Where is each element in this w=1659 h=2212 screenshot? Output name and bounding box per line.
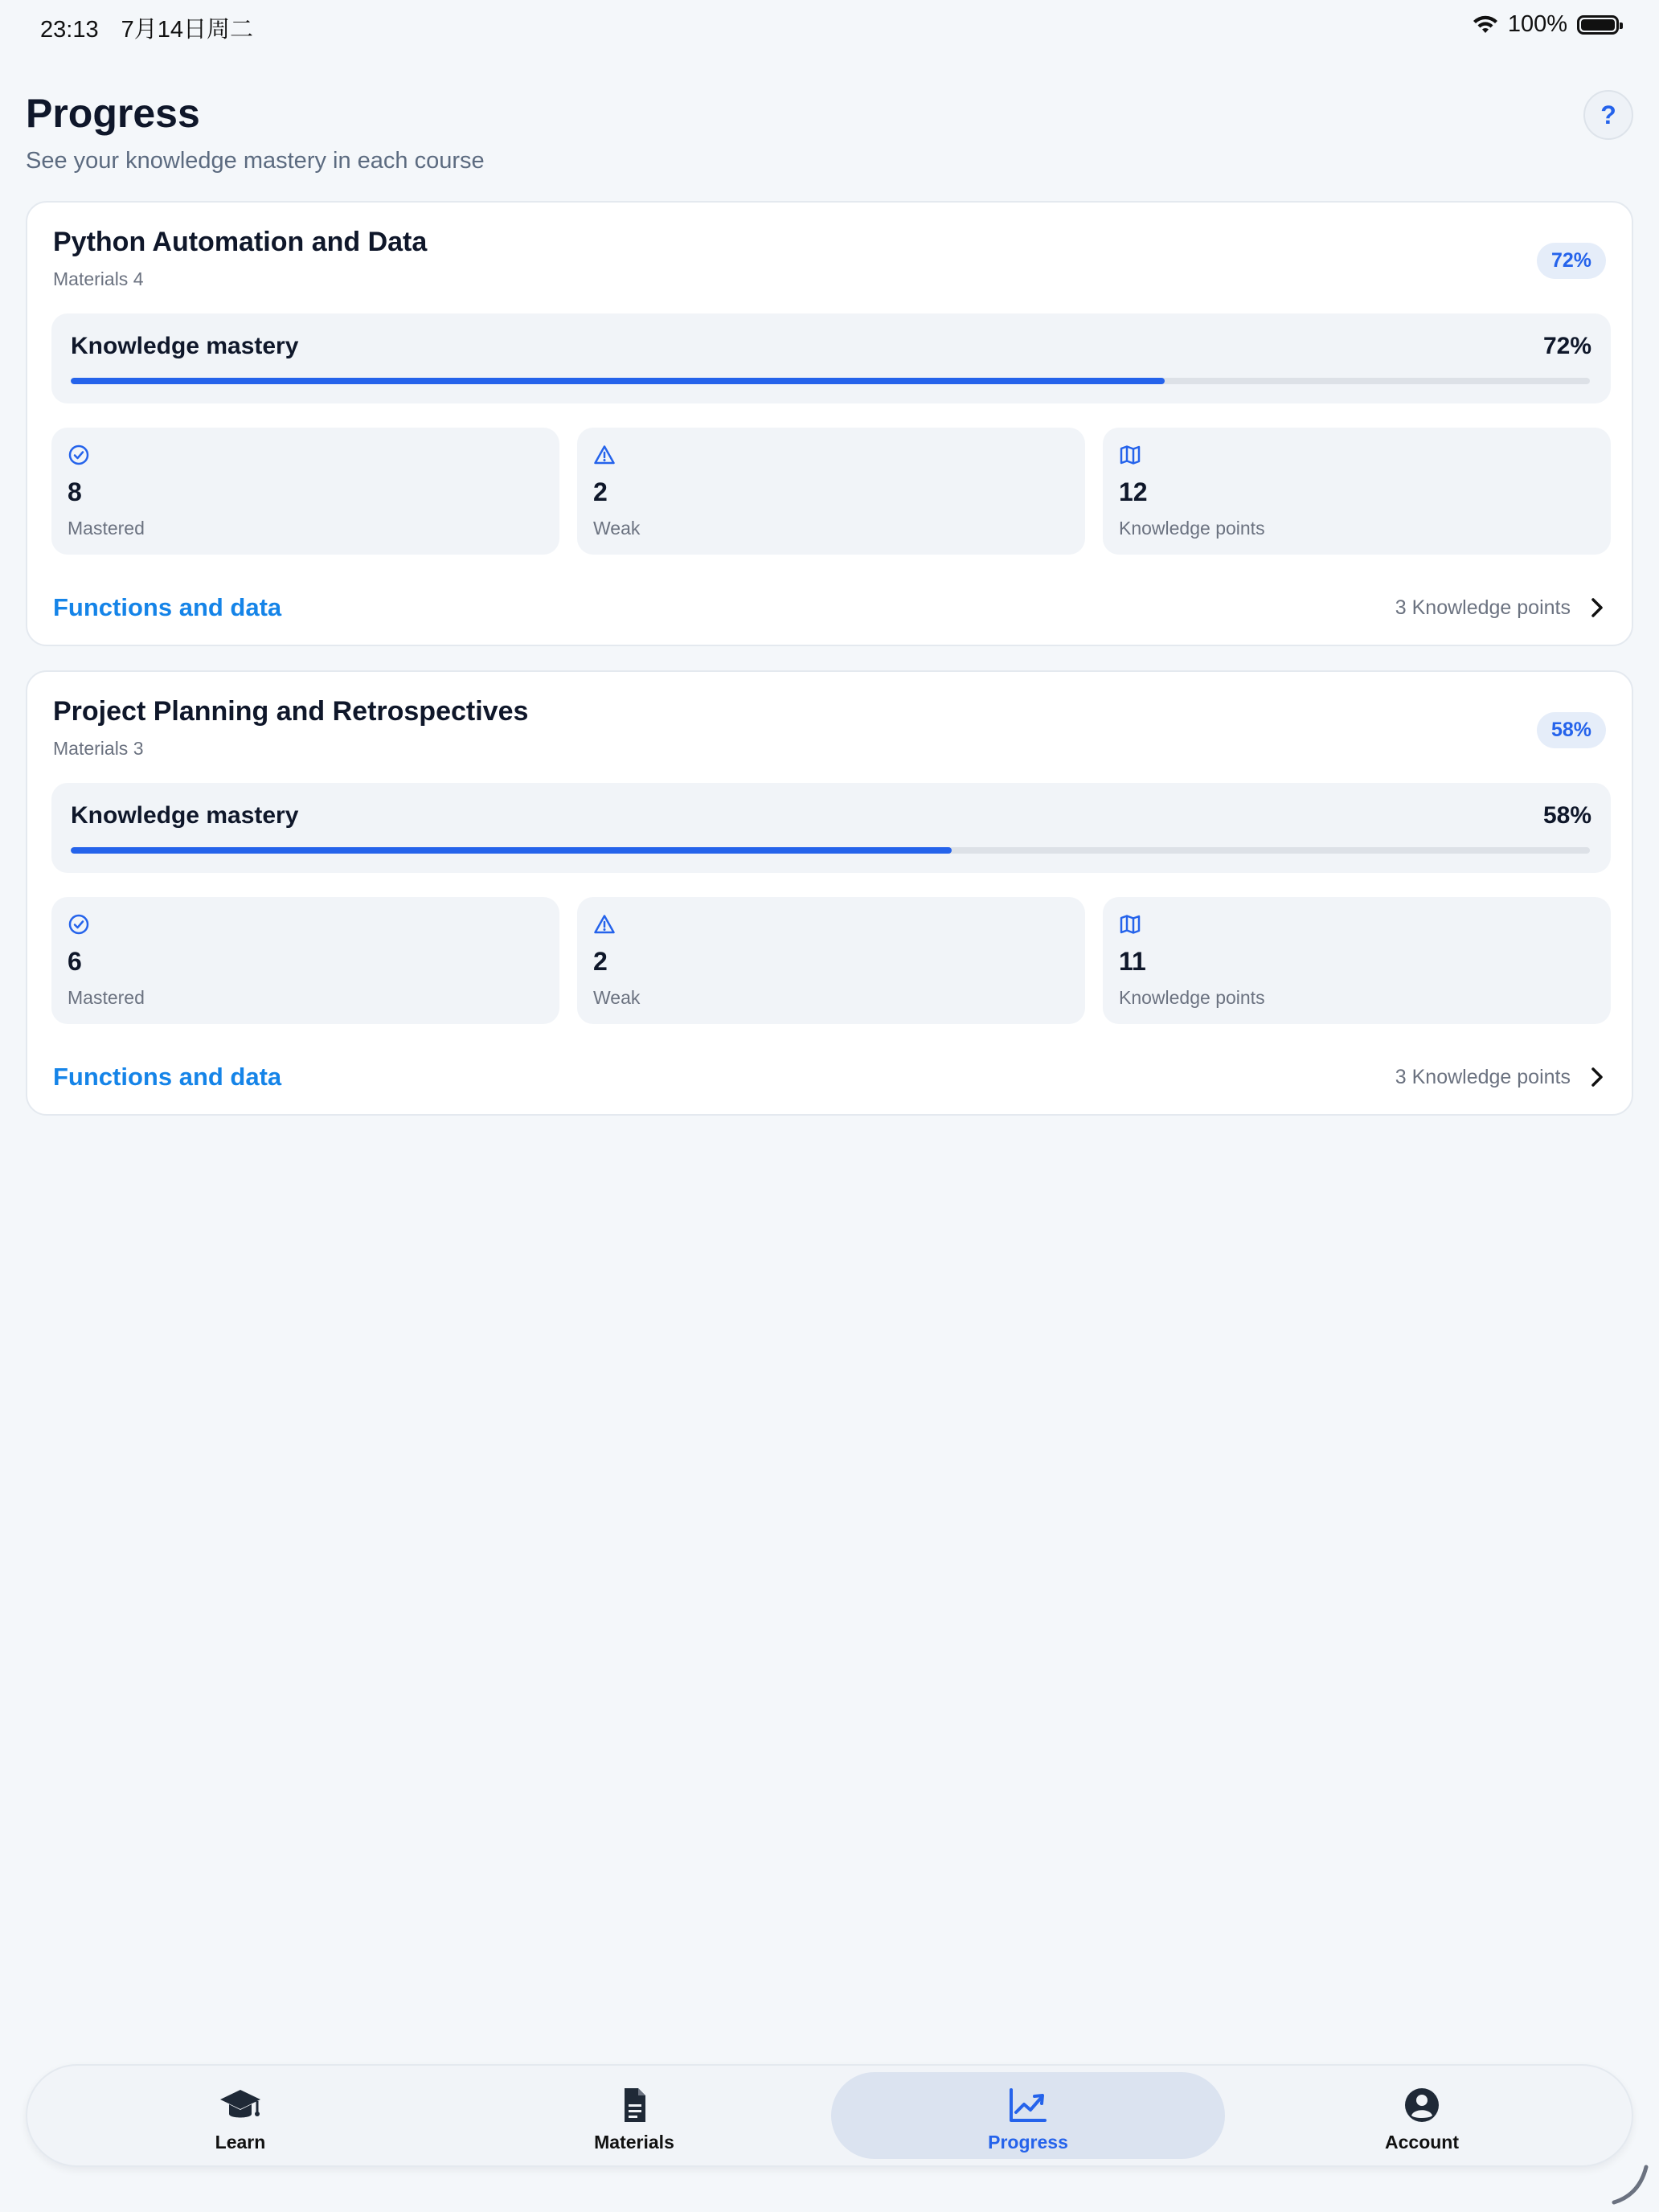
stat-weak [577, 897, 1085, 1024]
status-time-date [40, 11, 269, 44]
stat-value: 6 [68, 947, 82, 976]
help-icon: ? [1600, 100, 1616, 129]
mastery-progress-fill [71, 378, 1165, 384]
document-icon [612, 2085, 656, 2125]
stat-value: 12 [1119, 477, 1148, 506]
course-card [26, 201, 1633, 646]
stat-label: Knowledge points [1119, 518, 1265, 539]
mastery-value: 72% [1542, 333, 1591, 359]
status-time: 23:13 [40, 17, 99, 43]
knowledge-mastery-panel [51, 313, 1611, 403]
stat-label: Weak [593, 987, 641, 1008]
course-card [26, 670, 1633, 1116]
knowledge-mastery-panel [51, 783, 1611, 873]
warning-triangle-icon [593, 444, 616, 466]
tab-account[interactable] [1225, 2072, 1619, 2159]
mastery-progress-bar [71, 378, 1590, 384]
mastery-badge: 72% [1537, 243, 1606, 279]
wifi-icon [1473, 15, 1498, 35]
stat-knowledge-points [1103, 428, 1611, 555]
section-link-functions-and-data[interactable]: Functions and data [53, 1063, 282, 1091]
status-indicators [1473, 11, 1619, 38]
tab-materials[interactable] [437, 2072, 831, 2159]
chart-trend-icon [1006, 2085, 1050, 2125]
battery-percent: 100% [1507, 11, 1567, 37]
course-title: Python Automation and Data [53, 227, 428, 257]
user-circle-icon [1400, 2085, 1444, 2125]
stat-mastered [51, 428, 559, 555]
stat-value: 8 [68, 477, 82, 506]
status-date: 7月14日周二 [121, 17, 254, 43]
stat-value: 11 [1119, 947, 1146, 976]
map-icon [1119, 444, 1141, 466]
stat-weak [577, 428, 1085, 555]
map-icon [1119, 913, 1141, 936]
warning-triangle-icon [593, 913, 616, 936]
tab-label: Materials [594, 2132, 674, 2153]
tab-label: Account [1385, 2132, 1459, 2153]
tab-label: Progress [988, 2132, 1068, 2153]
stat-label: Weak [593, 518, 641, 539]
mastery-label: Knowledge mastery [71, 333, 299, 359]
page-title: Progress [26, 91, 200, 136]
status-bar [0, 0, 1659, 51]
mastery-progress-fill [71, 847, 952, 854]
check-circle-icon [68, 444, 90, 466]
graduation-cap-icon [219, 2085, 262, 2125]
course-title: Project Planning and Retrospectives [53, 696, 529, 727]
mastery-value: 58% [1542, 802, 1591, 829]
stat-label: Mastered [68, 987, 145, 1008]
stat-label: Knowledge points [1119, 987, 1265, 1008]
check-circle-icon [68, 913, 90, 936]
stat-knowledge-points [1103, 897, 1611, 1024]
section-link-functions-and-data[interactable]: Functions and data [53, 593, 282, 621]
chevron-right-icon[interactable] [1585, 1063, 1609, 1092]
section-knowledge-points-count: 3 Knowledge points [1395, 596, 1571, 619]
stat-label: Mastered [68, 518, 145, 539]
section-knowledge-points-count: 3 Knowledge points [1395, 1066, 1571, 1088]
page-subtitle: See your knowledge mastery in each course [26, 148, 485, 174]
mastery-progress-bar [71, 847, 1590, 854]
tab-progress[interactable] [831, 2072, 1225, 2159]
course-materials-count: Materials 4 [53, 268, 144, 289]
battery-icon [1577, 15, 1619, 35]
course-materials-count: Materials 3 [53, 738, 144, 759]
mastery-badge: 58% [1537, 712, 1606, 748]
bottom-tab-bar [26, 2064, 1633, 2167]
chevron-right-icon[interactable] [1585, 593, 1609, 622]
scroll-indicator-icon [1611, 2162, 1651, 2206]
stat-mastered [51, 897, 559, 1024]
mastery-label: Knowledge mastery [71, 802, 299, 829]
tab-learn[interactable] [43, 2072, 437, 2159]
stat-value: 2 [593, 477, 608, 506]
tab-label: Learn [215, 2132, 266, 2153]
stat-value: 2 [593, 947, 608, 976]
help-button[interactable] [1583, 90, 1633, 140]
